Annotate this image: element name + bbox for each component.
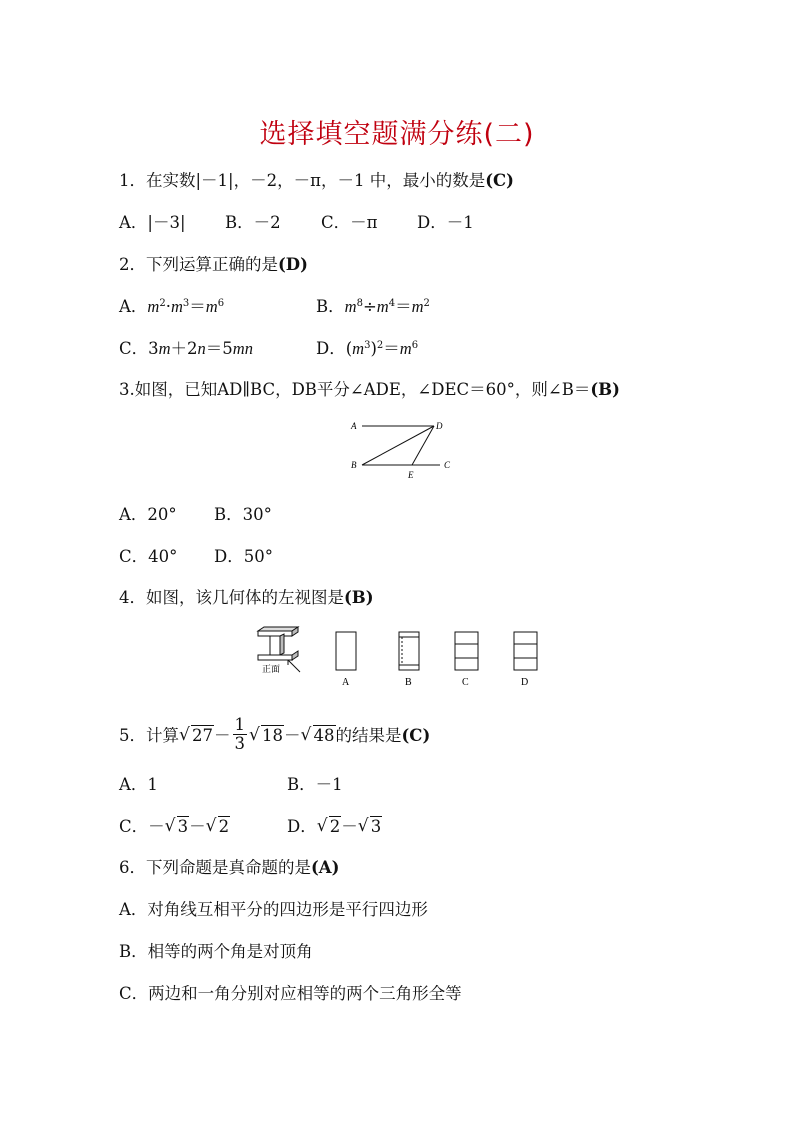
q6-option-c: C．两边和一角分别对应相等的两个三角形全等 xyxy=(119,984,462,1003)
question-2-answer: (D) xyxy=(278,255,308,274)
question-2-stem: 2．下列运算正确的是 xyxy=(119,255,278,274)
q3-option-b: B．30° xyxy=(214,505,272,524)
q1-option-c: C．－π xyxy=(321,213,378,232)
page-title: 选择填空题满分练(二) xyxy=(259,119,535,150)
q3-option-d: D．50° xyxy=(214,547,273,566)
label-c: C xyxy=(444,460,451,470)
question-4-stem: 4．如图，该几何体的左视图是 xyxy=(119,588,344,607)
q2-option-c: C．3m＋2n＝5mn xyxy=(119,339,253,358)
label-a: A xyxy=(351,421,357,431)
q2-option-d: D．$(m^3)^2=m^6$ xyxy=(316,339,419,358)
q2-option-a: A．$m^2\cdot m^3=m^6$ xyxy=(119,297,225,316)
view-d-label: D xyxy=(521,677,529,688)
question-4-answer: (B) xyxy=(344,588,374,607)
q6-option-b: B．相等的两个角是对顶角 xyxy=(119,942,313,961)
question-3-answer: (B) xyxy=(590,380,620,399)
label-b: B xyxy=(351,460,357,470)
question-4 xyxy=(119,587,374,609)
q5-option-d: D．√ 2－√ 3 xyxy=(287,816,382,838)
label-e: E xyxy=(408,470,414,480)
q6-option-a: A．对角线互相平分的四边形是平行四边形 xyxy=(119,900,428,919)
view-b-label: B xyxy=(405,677,412,688)
view-a xyxy=(336,632,356,670)
q2-option-b: B．$m^8\div m^4=m^2$ xyxy=(316,297,430,316)
question-6-stem: 6．下列命题是真命题的是 xyxy=(119,858,311,877)
q1-option-a: A．|－3| xyxy=(119,213,186,232)
front-arrow xyxy=(288,660,300,672)
q3-option-c: C．40° xyxy=(119,547,178,566)
q5-option-b: B．－1 xyxy=(287,775,343,794)
front-label: 正面 xyxy=(262,664,281,674)
view-a-label: A xyxy=(342,677,350,688)
question-6 xyxy=(119,857,339,879)
q1-option-b: B．－2 xyxy=(225,213,281,232)
question-3 xyxy=(119,379,620,401)
q3-geometry-figure xyxy=(340,415,460,483)
q3-option-a: A．20° xyxy=(119,505,177,524)
view-d xyxy=(514,632,537,670)
question-3-stem: 3.如图，已知AD∥BC，DB平分∠ADE，∠DEC＝60°，则∠B＝ xyxy=(119,380,591,399)
question-5-answer: (C) xyxy=(401,726,431,745)
view-c-label: C xyxy=(462,677,469,688)
view-c xyxy=(455,632,478,670)
q4-views-figure xyxy=(252,624,552,690)
question-6-answer: (A) xyxy=(311,858,340,877)
solid-shape xyxy=(258,627,298,660)
q5-option-a: A．1 xyxy=(119,775,158,794)
question-2 xyxy=(119,254,308,276)
label-d: D xyxy=(436,421,443,431)
q5-option-c: C．－√ 3－√ 2 xyxy=(119,816,230,838)
question-1-stem: 1．在实数|－1|，－2，－π，－1 中，最小的数是 xyxy=(119,171,486,190)
question-5: 5．计算√ 27－ $\frac{1}{3}$ √ 18－√ 48的结果是(C) xyxy=(119,718,430,755)
question-1 xyxy=(119,170,514,192)
question-1-answer: (C) xyxy=(485,171,514,190)
q1-option-d: D．－1 xyxy=(417,213,474,232)
